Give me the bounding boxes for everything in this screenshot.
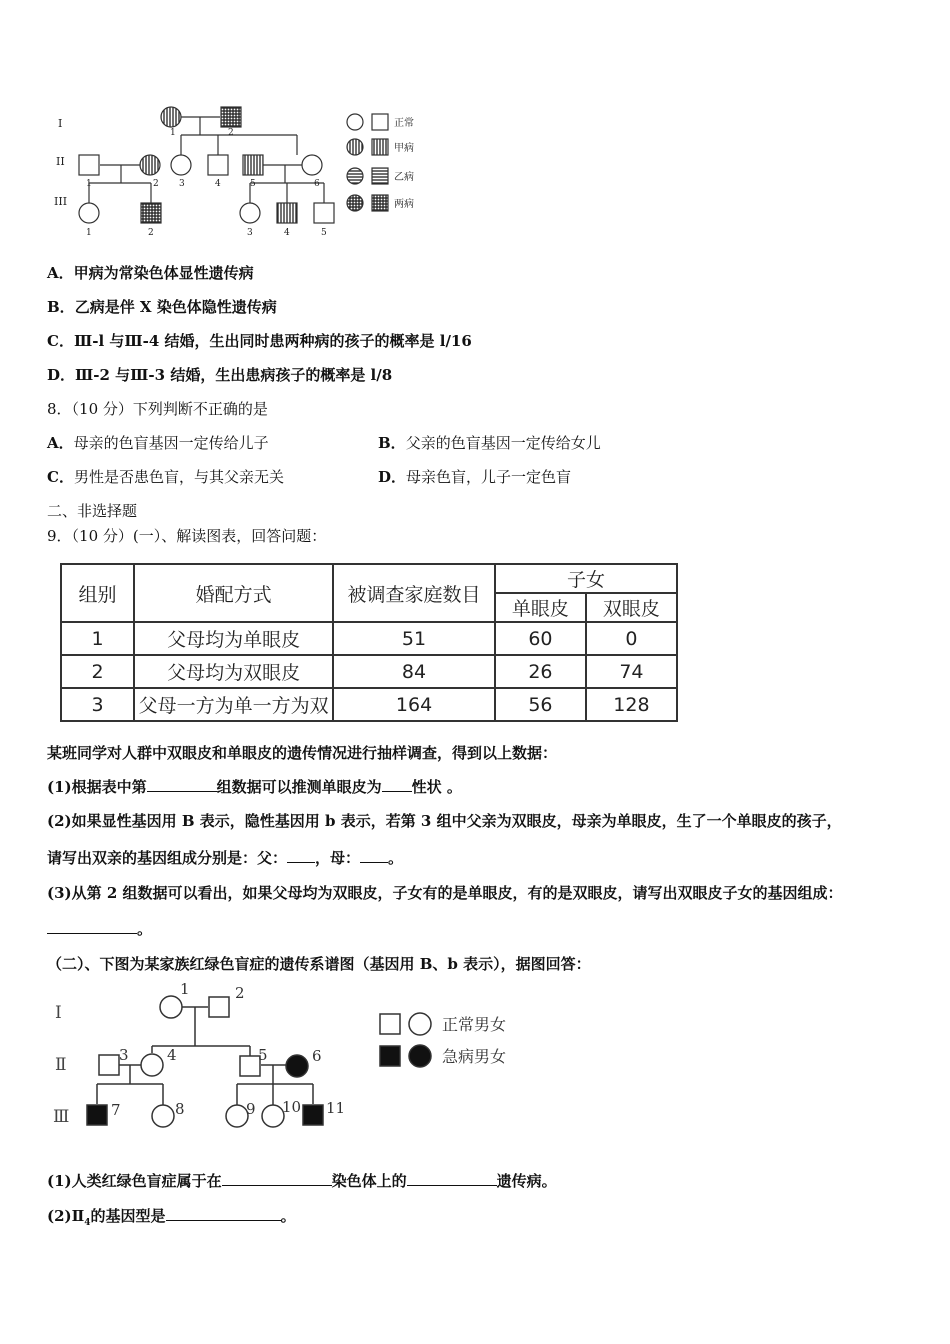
pedigree-female-normal (302, 155, 322, 175)
q8-option-a (47, 432, 269, 453)
pedigree2-female-normal (262, 1105, 284, 1127)
part2-q2-b: 的基因型是 (90, 1207, 166, 1225)
q9-part1-c: 性状 。 (411, 778, 462, 796)
legend2-affected-label: 急病男女 (442, 1047, 507, 1066)
q9-stem: 9．（10 分）(一）、解读图表，回答问题： (47, 527, 327, 545)
option-text: 母亲色盲，儿子一定色盲 (406, 468, 572, 486)
pedigree-number: 5 (250, 179, 256, 189)
legend2-circle-normal (409, 1013, 431, 1035)
cell-group: 2 (61, 655, 134, 688)
q9-part3: (3)从第 2 组数据可以看出，如果父母均为双眼皮，子女有的是单眼皮，有的是双眼皮，请写出双眼皮子女的基因组成： (47, 884, 843, 902)
pedigree2-female-affected (286, 1055, 308, 1077)
pedigree2-number: 3 (119, 1046, 129, 1064)
option-letter: D． (47, 366, 76, 384)
pedigree2-male-normal (240, 1056, 260, 1076)
part2-q1-c: 遗传病。 (496, 1172, 557, 1190)
pedigree-number: 2 (148, 228, 154, 238)
pedigree-male-both (141, 203, 161, 223)
pedigree-number: 3 (247, 228, 253, 238)
pedigree2-number: 9 (246, 1100, 256, 1118)
pedigree2-number: 8 (175, 1100, 185, 1118)
q9-part3-end: 。 (137, 920, 153, 938)
pedigree2-female-normal (152, 1105, 174, 1127)
cell-mode: 父母均为双眼皮 (134, 655, 333, 688)
pedigree-female-normal (79, 203, 99, 223)
cell-double: 0 (586, 622, 677, 655)
pedigree-number: 1 (170, 128, 176, 138)
q9-intro: 某班同学对人群中双眼皮和单眼皮的遗传情况进行抽样调查，得到以上数据： (47, 744, 558, 762)
q9-part2-b: 请写出双亲的基因组成分别是：父： (47, 849, 288, 867)
pedigree2-female-normal (226, 1105, 248, 1127)
q9-part3-answer (47, 918, 152, 939)
pedigree2-male-affected (303, 1105, 323, 1125)
q9-part1-b: 组数据可以推测单眼皮为 (216, 778, 382, 796)
pedigree-number: 4 (284, 228, 290, 238)
legend-label: 正常 (394, 118, 414, 129)
pedigree2-number: 7 (111, 1101, 121, 1119)
pedigree-female-jia (140, 155, 160, 175)
cell-count: 84 (333, 655, 495, 688)
pedigree-male-jia (243, 155, 263, 175)
pedigree-number: 2 (228, 128, 234, 138)
pedigree-male-normal (79, 155, 99, 175)
cell-count: 51 (333, 622, 495, 655)
option-text: 父亲的色盲基因一定传给女儿 (405, 434, 601, 452)
legend-label: 甲病 (394, 143, 414, 154)
pedigree-male-normal (314, 203, 334, 223)
answer-blank[interactable] (360, 848, 388, 863)
q9-part2-c: ，母： (315, 849, 361, 867)
pedigree2-number: 11 (326, 1099, 346, 1117)
q7-option-d (47, 364, 392, 385)
header-group: 组别 (61, 564, 134, 622)
option-text: Ⅲ-2 与Ⅲ-3 结婚，生出患病孩子的概率是 l/8 (75, 366, 393, 384)
q8-stem: 8．（10 分）下列判断不正确的是 (47, 400, 268, 418)
header-single: 单眼皮 (495, 593, 586, 622)
q9-part2-line1: (2)如果显性基因用 B 表示，隐性基因用 b 表示，若第 3 组中父亲为双眼皮，母亲为单眼皮，生了一个单眼皮的孩子， (47, 812, 842, 830)
pedigree-number: 1 (86, 228, 92, 238)
cell-single: 60 (495, 622, 586, 655)
part2-intro: （二）、下图为某家族红绿色盲症的遗传系谱图（基因用 B、b 表示），据图回答： (47, 955, 591, 973)
part2-q1 (47, 1170, 557, 1191)
option-text: 甲病为常染色体显性遗传病 (73, 264, 254, 282)
survey-table (60, 563, 678, 722)
answer-blank[interactable] (147, 777, 217, 792)
pedigree-male-both (221, 107, 241, 127)
part2-q2-a: (2)Ⅱ (47, 1207, 85, 1225)
option-letter: B． (378, 434, 406, 452)
table-row (61, 655, 677, 688)
pedigree-number: 5 (321, 228, 327, 238)
legend-label: 两病 (394, 199, 414, 210)
legend-circle-normal (347, 114, 363, 130)
q7-option-b (47, 296, 277, 317)
table-row (61, 688, 677, 721)
part2-q2-c: 。 (280, 1207, 296, 1225)
option-text: 男性是否患色盲，与其父亲无关 (73, 468, 284, 486)
answer-blank[interactable] (222, 1171, 332, 1186)
option-letter: A． (47, 264, 74, 282)
legend2-circle-affected (409, 1045, 431, 1067)
header-children: 子女 (495, 564, 677, 593)
option-letter: C． (47, 332, 74, 350)
cell-group: 1 (61, 622, 134, 655)
q8-option-c (47, 466, 284, 487)
legend-square-both (372, 195, 388, 211)
part2-q1-a: (1)人类红绿色盲症属于在 (47, 1172, 222, 1190)
option-letter: C． (47, 468, 74, 486)
pedigree2-male-normal (99, 1055, 119, 1075)
q9-part2-line2 (47, 847, 403, 868)
legend2-square-normal (380, 1014, 400, 1034)
q7-option-c (47, 330, 472, 351)
pedigree2-number: 10 (282, 1098, 302, 1116)
pedigree2-number: 4 (167, 1046, 177, 1064)
pedigree2-male-normal (209, 997, 229, 1017)
pedigree-female-normal (171, 155, 191, 175)
section-title: 二、非选择题 (47, 502, 138, 520)
q9-part1-a: (1)根据表中第 (47, 778, 147, 796)
cell-single: 56 (495, 688, 586, 721)
pedigree-chart-1 (40, 95, 440, 245)
legend2-normal-label: 正常男女 (442, 1015, 507, 1034)
cell-group: 3 (61, 688, 134, 721)
legend-circle-jia (347, 139, 363, 155)
cell-double: 74 (586, 655, 677, 688)
pedigree-number: 4 (215, 179, 221, 189)
pedigree-number: 1 (86, 179, 92, 189)
q7-option-a (47, 262, 254, 283)
gen-label: III (54, 195, 68, 208)
option-letter: D． (378, 468, 407, 486)
pedigree2-male-affected (87, 1105, 107, 1125)
legend-circle-yi (347, 168, 363, 184)
header-double: 双眼皮 (586, 593, 677, 622)
pedigree2-number: 5 (258, 1046, 268, 1064)
pedigree-number: 3 (179, 179, 185, 189)
cell-single: 26 (495, 655, 586, 688)
q8-option-b (378, 432, 601, 453)
answer-blank[interactable] (166, 1206, 281, 1221)
option-letter: A． (47, 434, 74, 452)
legend-square-jia (372, 139, 388, 155)
pedigree-male-normal (208, 155, 228, 175)
legend-circle-both (347, 195, 363, 211)
pedigree-number: 6 (314, 179, 320, 189)
gen-label: Ⅲ (53, 1107, 70, 1127)
legend-square-normal (372, 114, 388, 130)
legend-label: 乙病 (394, 172, 414, 183)
pedigree-male-jia (277, 203, 297, 223)
option-letter: B． (47, 298, 75, 316)
pedigree-female-normal (240, 203, 260, 223)
header-count: 被调查家庭数目 (333, 564, 495, 622)
pedigree-chart-2 (40, 980, 550, 1140)
pedigree-number: 2 (153, 179, 159, 189)
table-row (61, 622, 677, 655)
gen-label: I (58, 117, 63, 130)
part2-q1-b: 染色体上的 (331, 1172, 407, 1190)
part2-q2-sub: 4 (84, 1218, 91, 1228)
gen-label: Ⅱ (55, 1055, 67, 1075)
cell-mode: 父母一方为单一方为双 (134, 688, 333, 721)
cell-mode: 父母均为单眼皮 (134, 622, 333, 655)
pedigree2-number: 2 (235, 984, 245, 1002)
pedigree-female-jia (161, 107, 181, 127)
answer-blank[interactable] (47, 919, 137, 934)
cell-count: 164 (333, 688, 495, 721)
answer-blank[interactable] (407, 1171, 497, 1186)
q8-option-d (378, 466, 571, 487)
legend-square-yi (372, 168, 388, 184)
answer-blank[interactable] (382, 777, 412, 792)
legend2-square-affected (380, 1046, 400, 1066)
pedigree2-number: 1 (180, 980, 190, 998)
gen-label: II (56, 155, 65, 168)
option-text: Ⅲ-l 与Ⅲ-4 结婚，生出同时患两种病的孩子的概率是 l/16 (73, 332, 472, 350)
pedigree2-number: 6 (312, 1047, 322, 1065)
header-mode: 婚配方式 (134, 564, 333, 622)
pedigree2-female-normal (160, 996, 182, 1018)
pedigree2-female-normal (141, 1054, 163, 1076)
gen-label: Ⅰ (55, 1003, 62, 1023)
part2-q2 (47, 1205, 296, 1228)
option-text: 母亲的色盲基因一定传给儿子 (73, 434, 269, 452)
answer-blank[interactable] (287, 848, 315, 863)
cell-double: 128 (586, 688, 677, 721)
q9-part1 (47, 776, 462, 797)
q9-part2-d: 。 (388, 849, 404, 867)
option-text: 乙病是伴 X 染色体隐性遗传病 (74, 298, 277, 316)
